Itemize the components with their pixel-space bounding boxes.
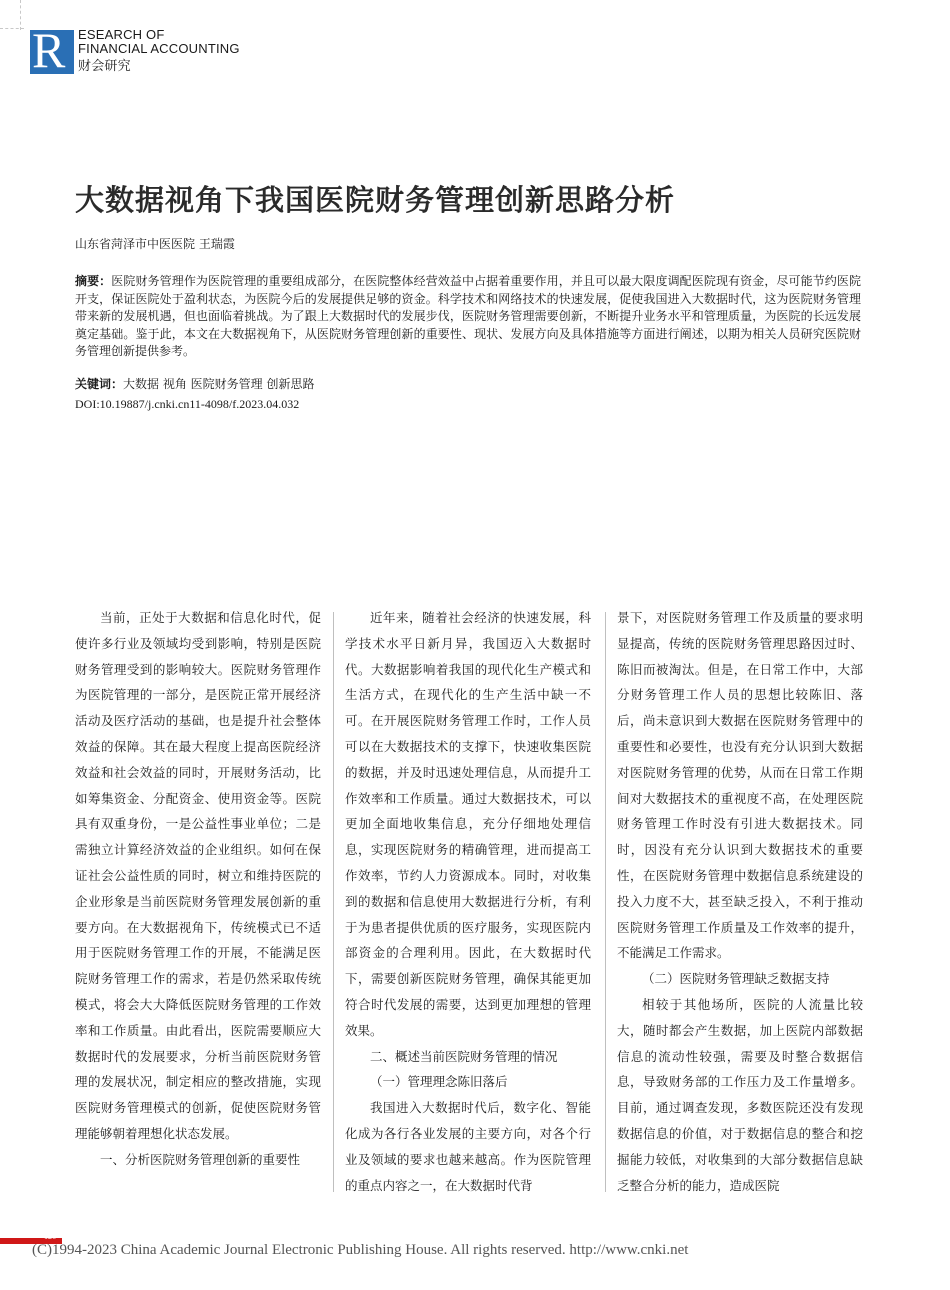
column-divider xyxy=(333,612,334,1192)
abstract-text: 医院财务管理作为医院管理的重要组成部分，在医院整体经营效益中占据着重要作用，并且可以最大限度调配医院现有资金，尽可能节约医院开支，保证医院处于盈利状态，为医院今后的发展提供足够的资金。科学技术和网络技术的快速发展，促使我国进入大数据时代，这为医院财务管理带来新的发展机遇，但也面临着挑战。为了跟上大数据时代的发展步伐，医院财务管理需要创新，不断提升业务水平和管理质量，为医院的长远发展奠定基础。鉴于此，本文在大数据视角下，从医院财务管理创新的重要性、现状、发展方向及具体措施等方面进行阐述，以期为相关人员研究医院财务管理创新提供参考。 xyxy=(75,274,861,358)
body-column-1 xyxy=(75,605,321,1173)
doi: DOI:10.19887/j.cnki.cn11-4098/f.2023.04.032 xyxy=(75,397,300,411)
paragraph: 相较于其他场所，医院的人流量比较大，随时都会产生数据，加上医院内部数据信息的流动性较强，需要及时整合数据信息，导致财务部的工作压力及工作量增多。目前，通过调查发现，多数医院还没有发现数据信息的价值，对于数据信息的整合和挖掘能力较低，对收集到的大部分数据信息缺乏整合分析的能力，造成医院 xyxy=(617,996,863,1193)
keywords xyxy=(75,375,314,392)
paragraph: 当前，正处于大数据和信息化时代，促使许多行业及领域均受到影响，特别是医院财务管理受到的影响较大。医院财务管理作为医院管理的一部分，是医院正常开展经济活动及医疗活动的基础，也是提升社会整体效益的保障。其在最大程度上提高医院经济效益和社会效益的同时，开展财务活动，比如筹集资金、分配资金、使用资金等。医院具有双重身份，一是公益性事业单位；二是需独立计算经济效益的企业组织。如何在保证社会公益性质的同时，树立和维持医院的企业形象是当前医院财务管理发展创新的重要方向。在大数据视角下，传统模式已不适用于医院财务管理工作的开展，不能满足医院财务管理工作的需求，若是仍然采取传统模式，将会大大降低医院财务管理的工作效率和工作质量。由此看出，医院需要顺应大数据时代的发展要求，分析当前医院财务管理的发展状况，制定相应的整改措施，实现医院财务管理模式的创新，促使医院财务管理能够朝着理想化状态发展。 xyxy=(75,610,321,1141)
paragraph: 景下，对医院财务管理工作及质量的要求明显提高，传统的医院财务管理思路因过时、陈旧而被淘汰。但是，在日常工作中，大部分财务管理工作人员的思想比较陈旧、落后，尚未意识到大数据在医院财务管理中的重要性和必要性，也没有充分认识到大数据对医院财务管理的优势，从而在日常工作期间对大数据技术的重视度不高，在处理医院财务管理工作时没有引进大数据技术。同时，因没有充分认识到大数据技术的重要性，在医院财务管理中数据信息系统建设的投入力度不大，甚至缺乏投入，不利于推动医院财务管理工作质量及工作效率的提升，不能满足工作需求。 xyxy=(617,610,863,961)
body-column-2 xyxy=(345,605,591,1198)
crop-mark-horizontal xyxy=(0,28,24,29)
keywords-label: 关键词： xyxy=(75,377,124,391)
abstract-label: 摘要： xyxy=(75,274,112,288)
journal-logo-letter: R xyxy=(32,22,66,78)
paragraph: 我国进入大数据时代后，数字化、智能化成为各行各业发展的主要方向，对各个行业及领域的要求也越来越高。作为医院管理的重点内容之一，在大数据时代背 xyxy=(345,1100,591,1193)
subsection-heading: （一）管理理念陈旧落后 xyxy=(370,1074,508,1090)
journal-name-line1: ESEARCH OF xyxy=(78,27,165,42)
paragraph: 近年来，随着社会经济的快速发展，科学技术水平日新月异，我国迈入大数据时代。大数据影响着我国的现代化生产模式和生活方式，在现代化的生产生活中缺一不可。在开展医院财务管理工作时，工作人员可以在大数据技术的支撑下，快速收集医院的数据，并及时迅速处理信息，从而提升工作效率和工作质量。通过大数据技术，可以更加全面地收集信息，充分仔细地处理信息，实现医院财务的精确管理，进而提高工作效率，节约人力资源成本。同时，对收集到的数据和信息使用大数据进行分析，有利于为患者提供优质的医疗服务，实现医院内部资金的合理利用。因此，在大数据时代下，需要创新医院财务管理，确保其能更加符合时代发展的需要，达到更加理想的管理效果。 xyxy=(345,610,591,1038)
article-title: 大数据视角下我国医院财务管理创新思路分析 xyxy=(75,183,676,217)
copyright-footer: (C)1994-2023 China Academic Journal Electronic Publishing House. All rights reserved. http://www.cnki.net xyxy=(32,1242,689,1258)
crop-mark-vertical xyxy=(20,0,21,30)
subsection-heading: （二）医院财务管理缺乏数据支持 xyxy=(642,971,830,987)
section-heading: 一、分析医院财务管理创新的重要性 xyxy=(100,1151,301,1167)
column-divider xyxy=(605,612,606,1192)
journal-logo-icon xyxy=(30,22,74,78)
section-heading: 二、概述当前医院财务管理的情况 xyxy=(370,1048,558,1064)
keywords-text: 大数据 视角 医院财务管理 创新思路 xyxy=(123,377,315,391)
journal-name-line2: FINANCIAL ACCOUNTING xyxy=(78,41,240,56)
page-number: 126 xyxy=(44,1232,56,1241)
journal-name-cn: 财会研究 xyxy=(78,59,131,74)
abstract xyxy=(75,273,861,361)
article-author: 山东省菏泽市中医医院 王瑞霞 xyxy=(75,237,235,251)
body-column-3 xyxy=(617,605,863,1198)
